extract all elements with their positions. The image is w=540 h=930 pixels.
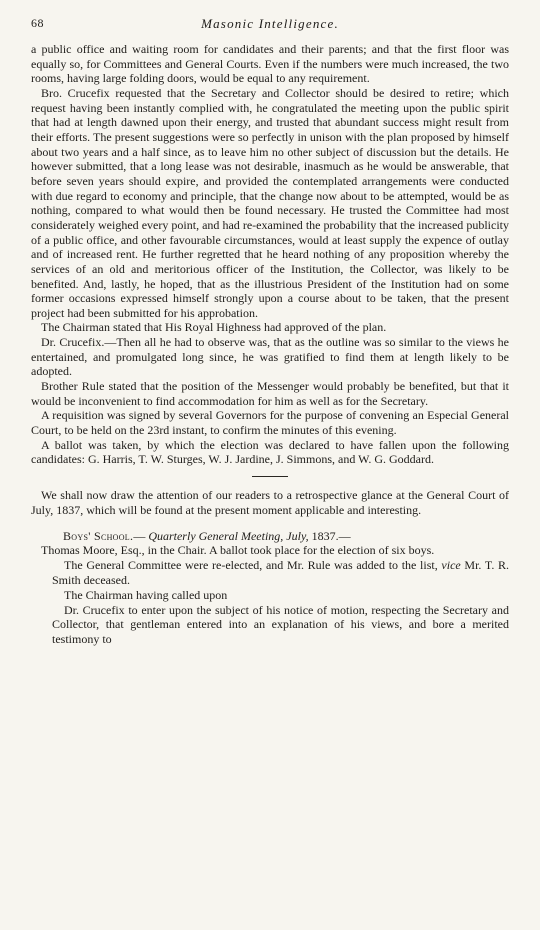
retrospective-section	[31, 488, 509, 647]
heading-year: 1837.—	[311, 528, 351, 543]
paragraph-2: Bro. Crucefix requested that the Secretary and Collector should be desired to retire; which request having been instantly complied with, he congratulated the meeting upon the public spirit that had at length dawned upon their energy, and trusted that abundant success might result from their efforts. The present suggestions were so perfectly in unison with the plan proposed by himself about two years and a half since, as to leave him no other subject of discussion but the details. He however submitted, that a long lease was not desirable, inasmuch as he would be answerable, that before seven years should expire, and provided the contemplated arrangements were conducted with due regard to economy and principle, that the change now about to be attempted, would be as nothing, compared to what would then be found necessary. He trusted the Committee had most considerately weighed every point, and had re-examined the probability that the increased publicity of a public office, and other favourable circumstances, would at least supply the expence of outlay and of increased rent. He further regretted that he heard nothing of any proposition whereby the services of an old and meritorious officer of the Institution, the Collector, was likely to be benefited. And, lastly, he hoped, that as the illustrious President of the Institution had on some former occasions expressed himself strongly upon a course about to be taken, that the present project had been submitted for his approbation.	[31, 85, 509, 320]
committee-text: The General Committee were re-elected, and Mr. Rule was added to the list,	[64, 558, 438, 573]
final-paragraph: Dr. Crucefix to enter upon the subject of his notice of motion, respecting the Secretary and Collector, that gentleman entered into an explanation of his views, and bore a merited testimony to	[52, 602, 509, 647]
paragraph-6: A requisition was signed by several Governors for the purpose of convening an Especial General Court, to be held on the 23rd instant, to confirm the minutes of this evening.	[31, 408, 509, 438]
page-header	[31, 16, 509, 36]
heading-school: Boys' School.	[63, 528, 134, 543]
retrospective-intro: We shall now draw the attention of our readers to a retrospective glance at the General Court of July, 1837, which will be found at the present moment applicable and interesting.	[31, 488, 509, 517]
paragraph-1: a public office and waiting room for candidates and their parents; and that the first floor was equally so, for Committees and General Courts. Even if the numbers were much increased, the two rooms, having large folding doors, would be equal to any requirement.	[31, 42, 509, 86]
meeting-heading	[31, 529, 509, 544]
heading-meeting: Quarterly General Meeting, July,	[148, 528, 309, 543]
paragraph-3: The Chairman stated that His Royal Highness had approved of the plan.	[41, 320, 387, 335]
chair-paragraph: Thomas Moore, Esq., in the Chair. A ballot took place for the election of six boys.	[41, 543, 435, 558]
running-title: Masonic Intelligence.	[201, 16, 339, 31]
main-text	[31, 42, 509, 467]
paragraph-7: A ballot was taken, by which the election was declared to have fallen upon the following candidates: G. Harris, T. W. Sturges, W. J. Jardine, J. Simmons, and W. G. Goddard.	[31, 437, 509, 467]
heading-dash: —	[133, 528, 146, 543]
chairman-called-line: The Chairman having called upon	[64, 587, 228, 602]
page-number: 68	[31, 16, 44, 30]
paragraph-5: Brother Rule stated that the position of the Messenger would probably be benefited, but that it would be inconvenient to find accommodation for him as well as for the Secretary.	[31, 379, 509, 408]
committee-tail: Mr. T. R. Smith deceased.	[52, 558, 509, 588]
paragraph-4: Dr. Crucefix.—Then all he had to observe was, that as the outline was so similar to the views he entertained, and promulgated long since, he was gratified to find them at length likely to be adopted.	[31, 335, 509, 379]
section-divider	[252, 476, 288, 477]
committee-paragraph	[31, 558, 509, 588]
vice-word: vice	[441, 558, 461, 573]
